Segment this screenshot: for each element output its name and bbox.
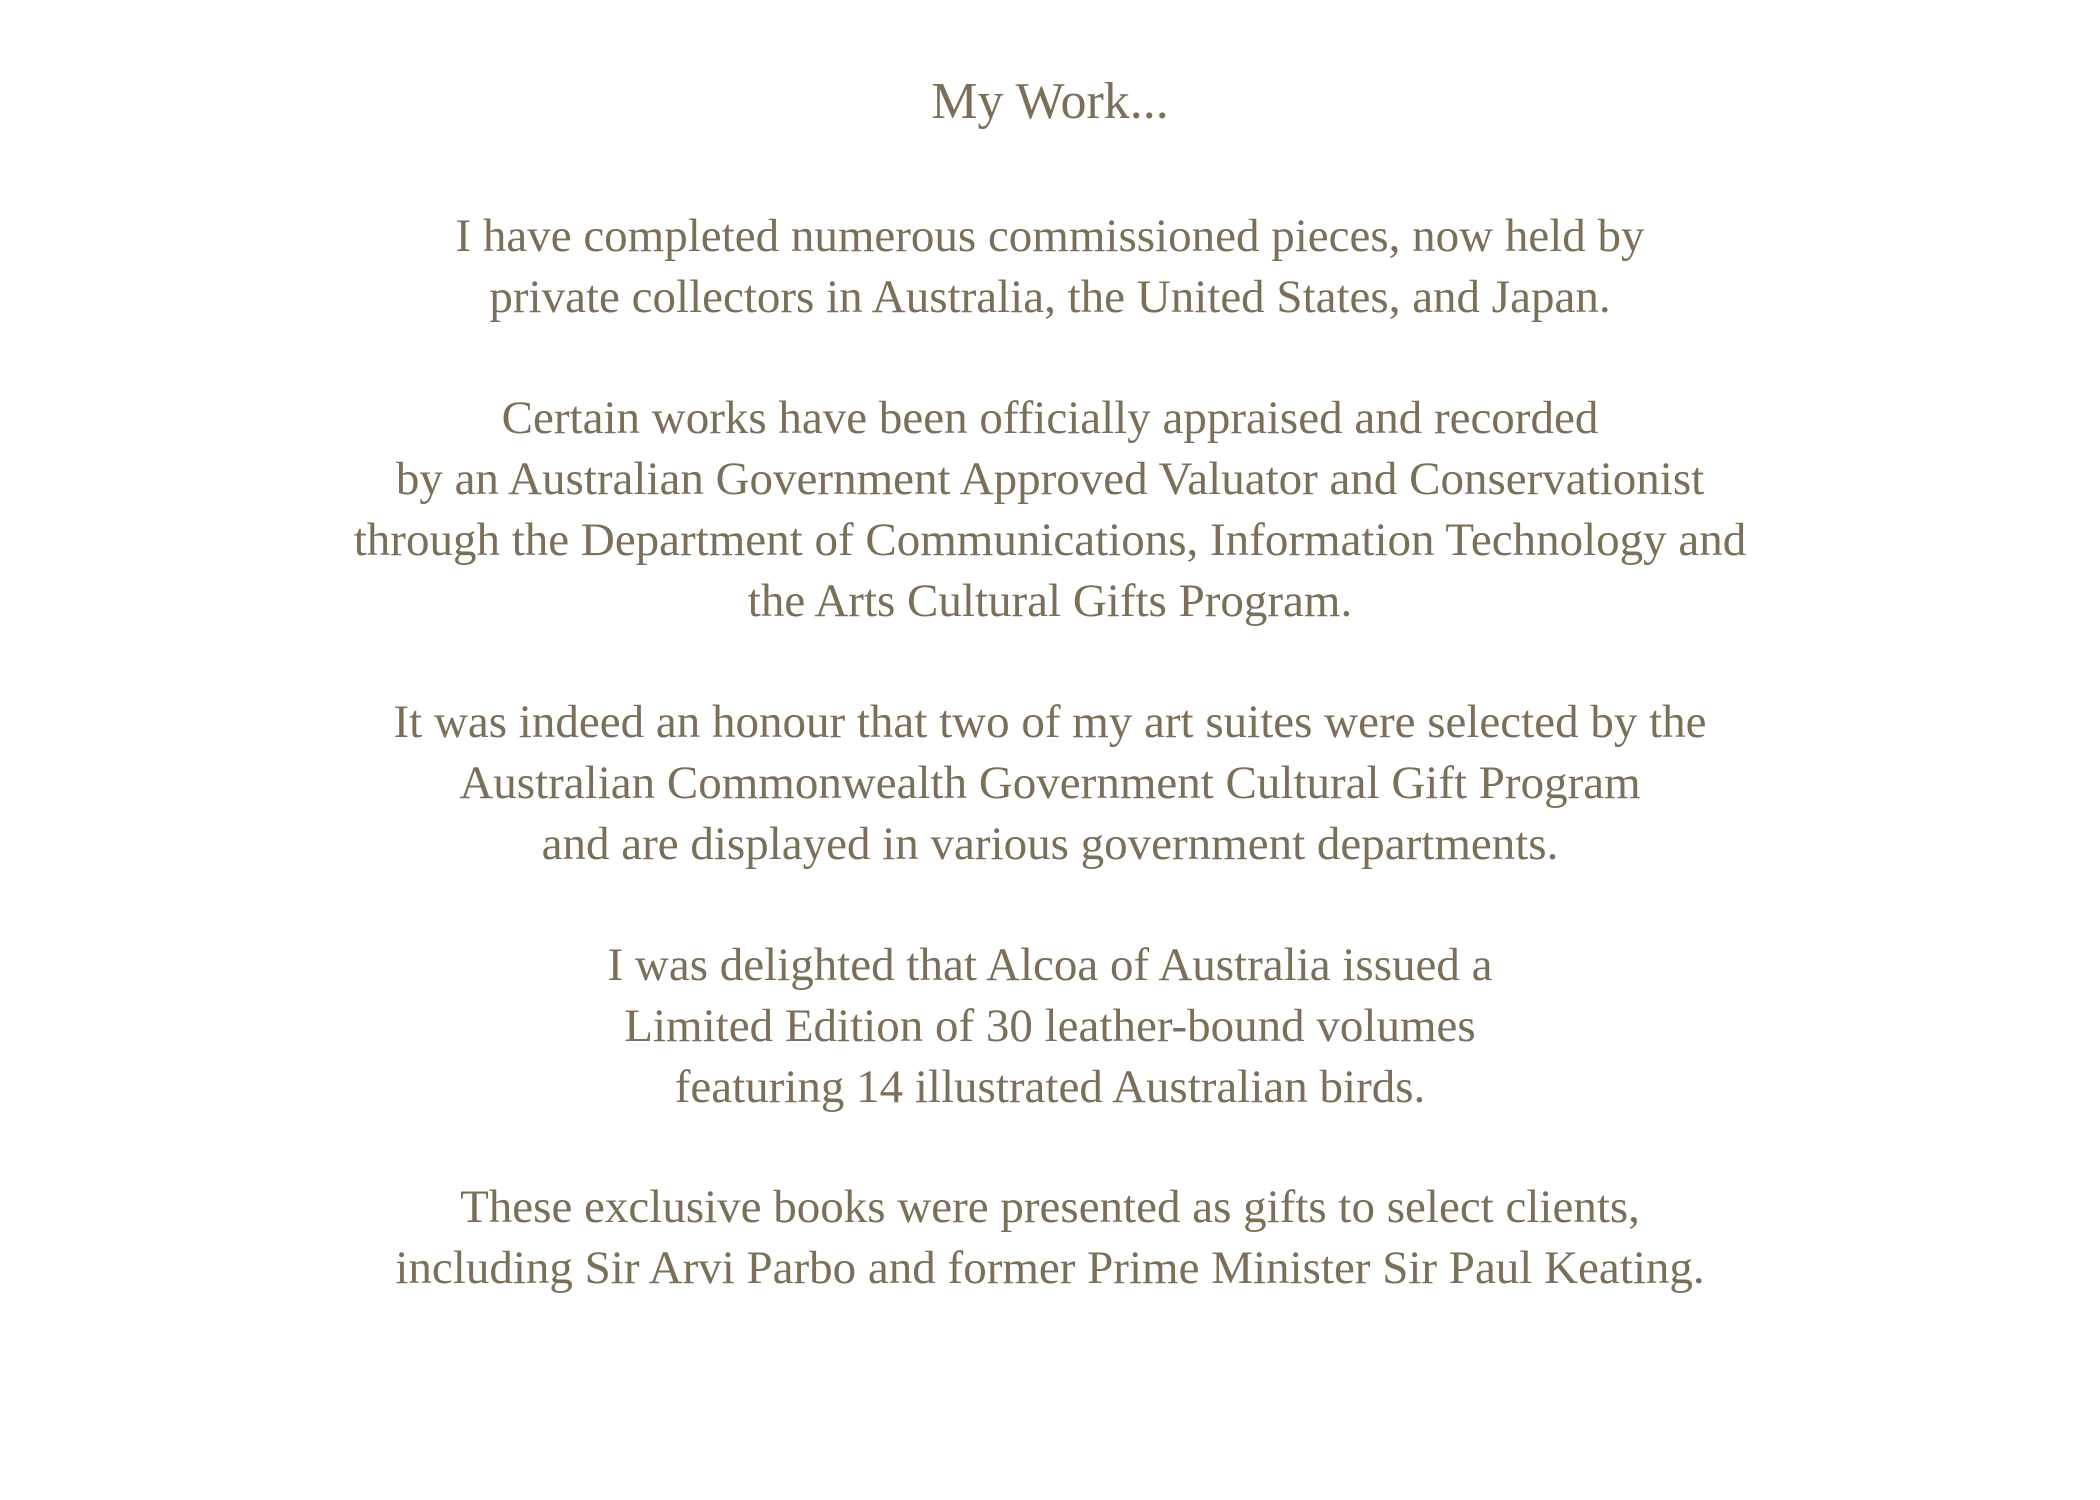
paragraph-appraisal bbox=[0, 388, 2100, 632]
text-line: It was indeed an honour that two of my art suites were selected by the bbox=[393, 696, 1707, 748]
text-line: through the Department of Communications, Information Technology and bbox=[353, 514, 1747, 566]
page-title: My Work... bbox=[931, 73, 1169, 130]
text-line: private collectors in Australia, the United States, and Japan. bbox=[489, 271, 1611, 323]
text-line: I was delighted that Alcoa of Australia issued a bbox=[607, 939, 1493, 991]
paragraph-alcoa-edition bbox=[0, 935, 2100, 1118]
text-line: Limited Edition of 30 leather-bound volumes bbox=[624, 1000, 1476, 1052]
text-line: by an Australian Government Approved Valuator and Conservationist bbox=[395, 453, 1705, 505]
text-line: including Sir Arvi Parbo and former Prime Minister Sir Paul Keating. bbox=[395, 1242, 1705, 1294]
text-line: and are displayed in various government departments. bbox=[541, 818, 1559, 870]
paragraph-cultural-gift bbox=[0, 692, 2100, 875]
text-line: Certain works have been officially appraised and recorded bbox=[501, 392, 1599, 444]
text-line: These exclusive books were presented as gifts to select clients, bbox=[460, 1181, 1640, 1233]
text-line: the Arts Cultural Gifts Program. bbox=[747, 575, 1353, 627]
paragraph-gift-recipients bbox=[0, 1177, 2100, 1299]
text-line: I have completed numerous commissioned pieces, now held by bbox=[455, 210, 1645, 262]
paragraph-commissions bbox=[0, 206, 2100, 328]
text-line: featuring 14 illustrated Australian birds. bbox=[674, 1061, 1426, 1113]
text-line: Australian Commonwealth Government Cultural Gift Program bbox=[459, 757, 1641, 809]
